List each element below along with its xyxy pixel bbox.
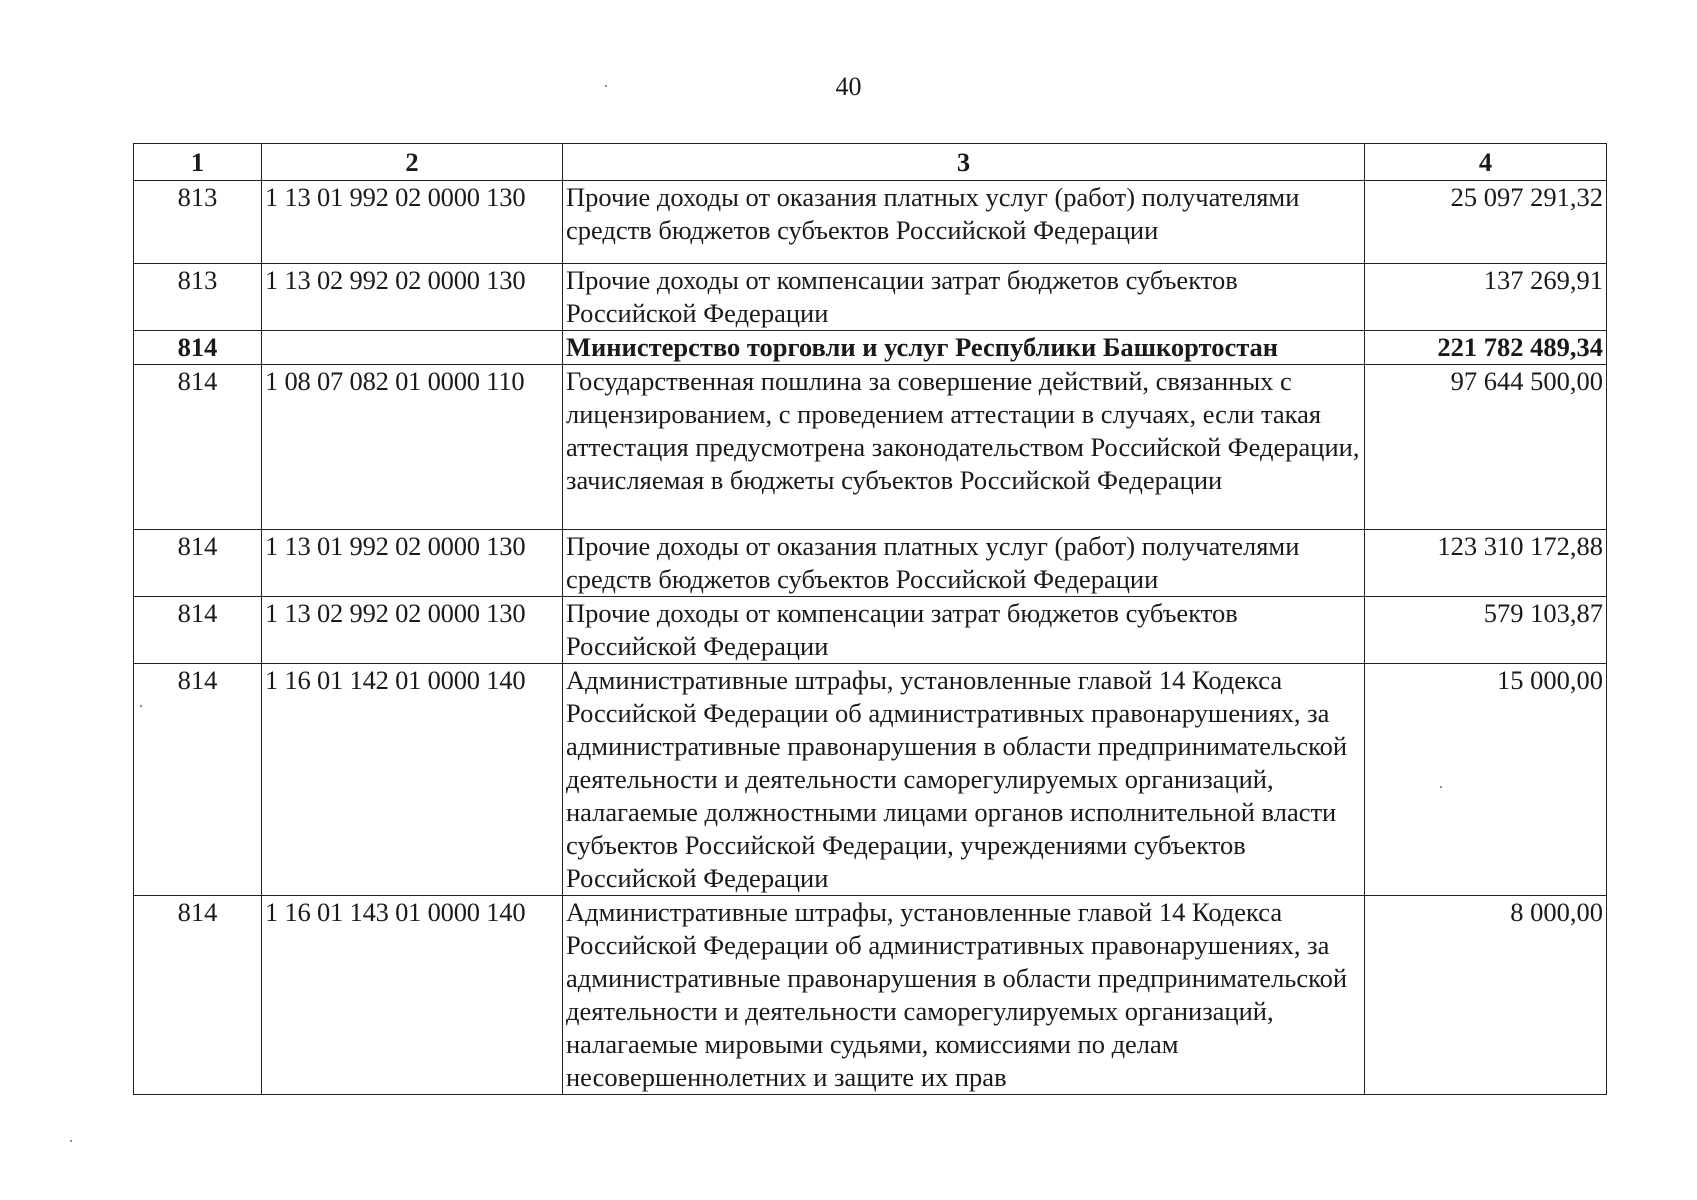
budget-classification-code-cell: 1 13 01 992 02 0000 130 xyxy=(262,181,563,264)
budget-classification-code-cell: 1 16 01 143 01 0000 140 xyxy=(262,896,563,1095)
budget-classification-code-cell: 1 08 07 082 01 0000 110 xyxy=(262,365,563,530)
amount-cell: 25 097 291,32 xyxy=(1365,181,1607,264)
table-row xyxy=(134,365,1607,530)
revenue-name-cell: Прочие доходы от компенсации затрат бюджетов субъектов Российской Федерации xyxy=(563,264,1365,331)
admin-code-cell: 813 xyxy=(134,181,262,264)
table-row xyxy=(134,530,1607,597)
revenue-name-cell: Министерство торговли и услуг Республики Башкортостан xyxy=(563,331,1365,365)
scan-speck xyxy=(1440,786,1442,788)
budget-classification-code-cell: 1 13 02 992 02 0000 130 xyxy=(262,264,563,331)
revenue-name-cell: Административные штрафы, установленные главой 14 Кодекса Российской Федерации об административных правонарушениях, за административные правонарушения в области предпринимательской деятельности и деятельности саморегулируемых организаций, налагаемые должностными лицами органов исполнительной власти субъектов Российской Федерации, учреждениями субъектов Российской Федерации xyxy=(563,664,1365,896)
admin-code-cell: 814 xyxy=(134,331,262,365)
table-header-row xyxy=(134,144,1607,181)
header-col-4: 4 xyxy=(1365,144,1607,181)
amount-cell: 97 644 500,00 xyxy=(1365,365,1607,530)
table-row xyxy=(134,896,1607,1095)
revenue-name-cell: Прочие доходы от компенсации затрат бюджетов субъектов Российской Федерации xyxy=(563,597,1365,664)
budget-revenue-table xyxy=(133,143,1607,1095)
budget-classification-code-cell xyxy=(262,331,563,365)
revenue-name-cell: Государственная пошлина за совершение действий, связанных с лицензированием, с проведением аттестации в случаях, если такая аттестация предусмотрена законодательством Российской Федерации, зачисляемая в бюджеты субъектов Российской Федерации xyxy=(563,365,1365,530)
amount-cell: 221 782 489,34 xyxy=(1365,331,1607,365)
amount-cell: 137 269,91 xyxy=(1365,264,1607,331)
admin-code-cell: 814 xyxy=(134,664,262,896)
scan-speck xyxy=(605,85,607,87)
table-row xyxy=(134,264,1607,331)
admin-code-cell: 813 xyxy=(134,264,262,331)
header-col-3: 3 xyxy=(563,144,1365,181)
budget-classification-code-cell: 1 16 01 142 01 0000 140 xyxy=(262,664,563,896)
revenue-name-cell: Прочие доходы от оказания платных услуг (работ) получателями средств бюджетов субъектов Российской Федерации xyxy=(563,181,1365,264)
admin-code-cell: 814 xyxy=(134,597,262,664)
amount-cell: 15 000,00 xyxy=(1365,664,1607,896)
scan-speck xyxy=(70,1140,72,1142)
admin-code-cell: 814 xyxy=(134,530,262,597)
page-number: 40 xyxy=(835,72,862,101)
budget-classification-code-cell: 1 13 01 992 02 0000 130 xyxy=(262,530,563,597)
table-row xyxy=(134,331,1607,365)
amount-cell: 8 000,00 xyxy=(1365,896,1607,1095)
table-row xyxy=(134,181,1607,264)
revenue-name-cell: Административные штрафы, установленные главой 14 Кодекса Российской Федерации об административных правонарушениях, за административные правонарушения в области предпринимательской деятельности и деятельности саморегулируемых организаций, налагаемые мировыми судьями, комиссиями по делам несовершеннолетних и защите их прав xyxy=(563,896,1365,1095)
scan-speck xyxy=(140,705,142,707)
revenue-name-cell: Прочие доходы от оказания платных услуг (работ) получателями средств бюджетов субъектов Российской Федерации xyxy=(563,530,1365,597)
amount-cell: 579 103,87 xyxy=(1365,597,1607,664)
table-row xyxy=(134,597,1607,664)
budget-classification-code-cell: 1 13 02 992 02 0000 130 xyxy=(262,597,563,664)
table-row xyxy=(134,664,1607,896)
admin-code-cell: 814 xyxy=(134,896,262,1095)
admin-code-cell: 814 xyxy=(134,365,262,530)
amount-cell: 123 310 172,88 xyxy=(1365,530,1607,597)
header-col-1: 1 xyxy=(134,144,262,181)
header-col-2: 2 xyxy=(262,144,563,181)
